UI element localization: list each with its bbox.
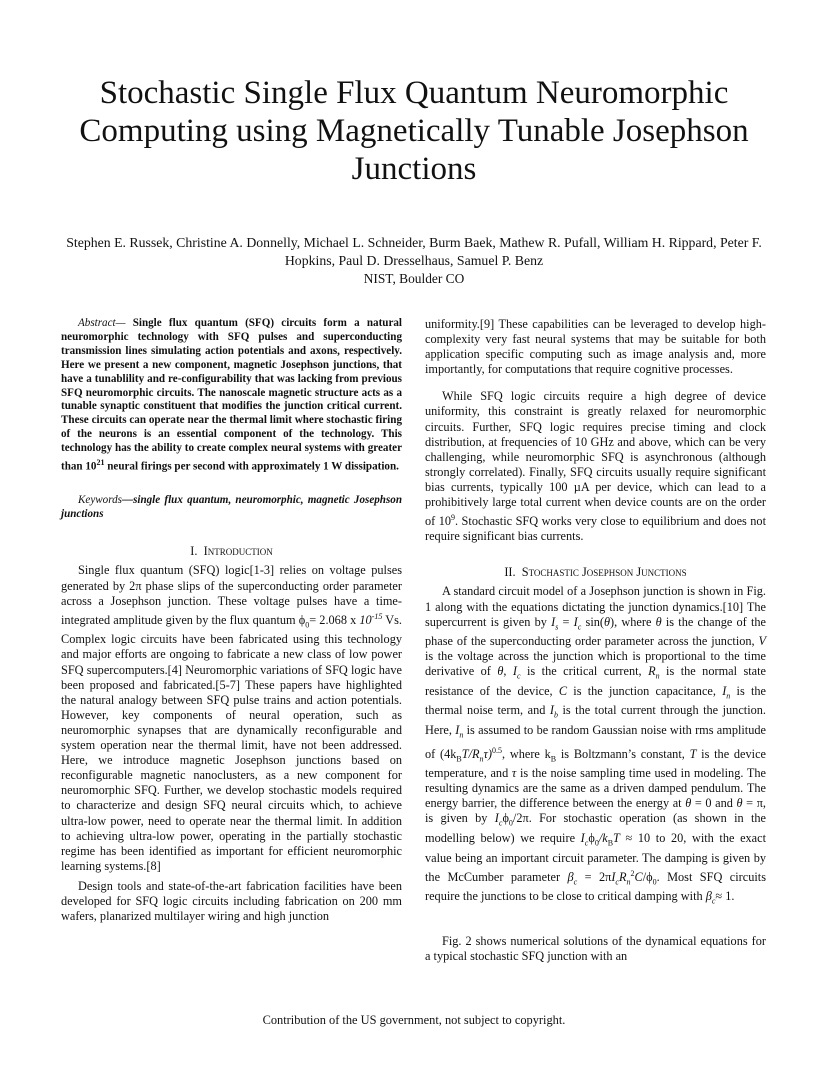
- intro-paragraph-1: Single flux quantum (SFQ) logic[1-3] relies on voltage pulses generated by 2π phase slips of the superconducting order parameter across a Josephson junction. These voltage pulses have a time-integrated amplitude given by the flux quantum $\phi_0= 2.068$ x $10^{-15}$ Vs. Complex logic circuits have been fabricated using this technology and major efforts are ongoing to fabricate a new class of low power SFQ supercomputers.[4] Neuromorphic variations of SFQ logic have been proposed and fabricated.[5-7] These papers have highlighted the natural analogy between SFQ pulse trains and action potentials. However, key components of neural operation, such as neuromorphic synapses that are dynamically reconfigurable and system operation near the thermal limit, have not been addressed. Here, we introduce magnetic Josephson junctions based on reconfigurable magnetic nanoclusters, as a new component for neuromorphic SFQ. Further, we develop stochastic models required to characterize and design SFQ neural circuits which, to achieve ultra-low power, need to operate near the thermal limit. In addition to achieving ultra-low power, operating in the partially stochastic regime has been identified as important for efficient neuromorphic learning systems.[8]: [61, 563, 403, 873]
- copyright-footer: Contribution of the US government, not subject to copyright.: [262, 1013, 566, 1027]
- right-column: [425, 317, 766, 964]
- author-list: Stephen E. Russek, Christine A. Donnelly, Michael L. Schneider, Burm Baek, Mathew R. Pufall, William H. Rippard, Peter F. Hopkins, Paul D. Dresselhaus, Samuel P. Benz: [66, 235, 762, 268]
- intro-paragraph-continued: uniformity.[9] These capabilities can be leveraged to develop high-complexity very fast neural systems that may be suitable for both application specific computing such as image analysis and, more importantly, for computations that require cognitive processes.: [425, 317, 766, 377]
- left-column: [61, 317, 402, 924]
- paper-title: Stochastic Single Flux Quantum Neuromorphic Computing using Magnetically Tunable Josephson Junctions: [79, 75, 749, 187]
- stochastic-paragraph-1: A standard circuit model of a Josephson junction is shown in Fig. 1 along with the equations dictating the junction dynamics.[10] The supercurrent is given by $I_s = I_c$ sin(θ), where θ is the change of the phase of the superconducting order parameter across the junction, V is the voltage across the junction which is proportional to the time derivative of θ, $I_c$ is the critical current, $R_n$ is the normal state resistance of the device, C is the junction capacitance, $I_n$ is the thermal noise term, and $I_b$ is the total current through the junction. Here, $I_n$ is assumed to be random Gaussian noise with rms amplitude of $(4k_BT/R_n\tau)^{0.5}$, where $k_B$ is Boltzmann’s constant, T is the device temperature, and τ is the noise sampling time used in modeling. The resulting dynamics are the same as a driven damped pendulum. The energy barrier, the difference between the energy at θ = 0 and θ = π, is given by $I_c\phi_0/2\pi$. For stochastic operation (as shown in the modelling below) we require $I_c\phi_0/k_BT \approx 10$ to 20, with the exact value being an important circuit parameter. The damping is given by the McCumber parameter $\beta_c = 2\pi I_cR_n^2C/\phi_0$. Most SFQ circuits require the junctions to be close to critical damping with $\beta_c\approx 1$.: [425, 584, 767, 906]
- affiliation: NIST, Boulder CO: [363, 271, 465, 286]
- section-heading-introduction: I. Introduction: [190, 544, 273, 559]
- intro-paragraph-2: Design tools and state-of-the-art fabrication facilities have been developed for SFQ logic circuits including fabrication on 200 mm wafers, planarized multilayer wiring and high junction: [61, 878, 402, 924]
- keywords: Keywords—single flux quantum, neuromorphic, magnetic Josephson junctions: [61, 493, 402, 520]
- section-heading-stochastic: II. Stochastic Josephson Junctions: [504, 565, 687, 580]
- abstract: Abstract— Single flux quantum (SFQ) circuits form a natural neuromorphic technology with SFQ pulses and superconducting transmission lines simulating action potentials and axons, respectively. Here we present a new component, magnetic Josephson junctions, that have a tunablility and re-configurability that was lacking from previous SFQ neuromorphic circuits. The nanoscale magnetic structure acts as a tunable synaptic constituent that modifies the junction critical current. These circuits can operate near the thermal limit where stochastic firing of the neurons is an essential component of the technology. This technology has the ability to create complex neural systems with greater than $10^{21}$ neural firings per second with approximately 1 W dissipation.: [61, 317, 402, 473]
- intro-paragraph-3: While SFQ logic circuits require a high degree of device uniformity, this constraint is greatly relaxed for neuromorphic circuits. Further, SFQ logic requires precise timing and clock distribution, at frequencies of 10 GHz and above, which can be very challenging, while neuromorphic SFQ is asynchronous (although strongly correlated). Finally, SFQ circuits usually require significant bias currents, typically 100 µA per device, which can lead to a prohibitively large total current when device counts are on the order of $10^9$. Stochastic SFQ works very close to equilibrium and does not require significant bias currents.: [425, 389, 766, 544]
- stochastic-paragraph-2: Fig. 2 shows numerical solutions of the dynamical equations for a typical stochastic SFQ junction with an: [425, 933, 766, 963]
